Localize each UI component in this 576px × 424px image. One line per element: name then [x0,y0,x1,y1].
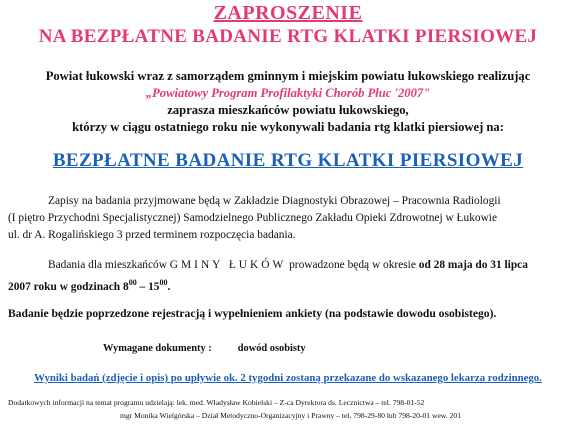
schedule-line-1 [8,257,570,274]
gmina-name: GMINY ŁUKÓW [169,259,287,271]
hours-dash: – 15 [136,280,160,293]
footer-contact-1: Dodatkowych informacji na temat programu udzielają: lek. med. Władysław Kobielski – Z-ca Dyrektora ds. Lecznictwa – tel. 798-01-52 [8,398,425,407]
exam-banner: BEZPŁATNE BADANIE RTG KLATKI PIERSIOWEJ [52,150,524,171]
schedule-prefix: Badania dla mieszkańców [48,259,167,271]
invitation-subtitle: NA BEZPŁATNE BADANIE RTG KLATKI PIERSIOWEJ [38,26,538,47]
results-notice: Wyniki badań (zdjęcie i opis) po upływie ok. 2 tygodni zostaną przekazane do wskazanego lekarza rodzinnego. [34,372,542,384]
invitation-title: ZAPROSZENIE [213,2,363,24]
end-minutes: 00 [159,278,168,287]
registration-line-1: Zapisy na badania przyjmowane będą w Zakładzie Diagnostyki Obrazowej – Pracownia Radiologii [48,195,501,207]
registration-line-2: (I piętro Przychodni Specjalistycznej) Samodzielnego Publicznego Zakładu Opieki Zdrowotnej w Łukowie [8,212,498,224]
footer-contact-2: mgr Monika Wielgórska – Dział Metodyczno-Organizacyjny i Prawny – tel. 798-29-80 lub 798-20-01 wew. 201 [120,411,461,420]
registration-notice: Badanie będzie poprzedzone rejestracją i wypełnieniem ankiety (na podstawie dowodu osobistego). [8,307,497,320]
documents-value: dowód osobisty [237,343,306,354]
registration-line-3: ul. dr A. Rogalińskiego 3 przed terminem rozpoczęcia badania. [8,229,296,241]
intro-line-1: Powiat łukowski wraz z samorządem gminnym i miejskim powiatu łukowskiego realizując [45,69,531,83]
documents-label: Wymagane dokumenty : [103,343,212,354]
required-documents [103,343,306,354]
intro-line-4: którzy w ciągu ostatniego roku nie wykonywali badania rtg klatki piersiowej na: [72,120,504,134]
schedule-hours-prefix: 2007 roku w godzinach 8 [8,280,129,293]
schedule-middle: prowadzone będą w okresie [289,259,416,271]
hours-end: . [167,280,171,293]
registration-paragraph [8,193,570,244]
program-name: „Powiatowy Program Profilaktyki Chorób Płuc '2007" [145,86,431,100]
schedule-line-2 [8,274,570,296]
intro-line-3: zaprasza mieszkańców powiatu łukowskiego, [167,103,409,117]
start-minutes: 00 [128,278,137,287]
schedule-dates: od 28 maja do 31 lipca [418,259,528,271]
schedule-paragraph [8,257,570,296]
